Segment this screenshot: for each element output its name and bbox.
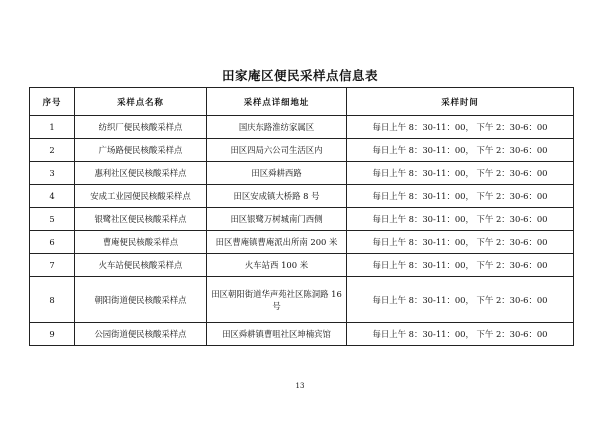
cell-no: 5 [30,208,75,231]
table-row [30,208,574,231]
cell-address: 田区曹庵镇曹庵派出所南 200 米 [207,231,347,254]
header-name: 采样点名称 [75,88,207,116]
table-row [30,277,574,323]
cell-address: 田区朝阳街道华声苑社区陈洞路 16 号 [207,277,347,323]
cell-no: 6 [30,231,75,254]
cell-address: 田区舜耕镇曹咀社区坤楠宾馆 [207,323,347,346]
cell-time: 每日上午 8：30-11：00， 下午 2：30-6：00 [347,231,574,254]
cell-address: 国庆东路淮纺家属区 [207,116,347,139]
cell-name: 银鹭社区便民核酸采样点 [75,208,207,231]
table-row [30,116,574,139]
header-no: 序号 [30,88,75,116]
cell-address: 田区安成镇大桥路 8 号 [207,185,347,208]
cell-time: 每日上午 8：30-11：00， 下午 2：30-6：00 [347,277,574,323]
cell-name: 曹庵便民核酸采样点 [75,231,207,254]
page-title: 田家庵区便民采样点信息表 [221,68,378,83]
table-row [30,185,574,208]
cell-no: 9 [30,323,75,346]
cell-no: 2 [30,139,75,162]
cell-name: 朝阳街道便民核酸采样点 [75,277,207,323]
table-row [30,323,574,346]
cell-time: 每日上午 8：30-11：00， 下午 2：30-6：00 [347,254,574,277]
cell-name: 纺织厂便民核酸采样点 [75,116,207,139]
cell-time: 每日上午 8：30-11：00， 下午 2：30-6：00 [347,162,574,185]
cell-name: 惠利社区便民核酸采样点 [75,162,207,185]
header-address: 采样点详细地址 [207,88,347,116]
sampling-point-table [29,87,574,346]
cell-address: 田区四局六公司生活区内 [207,139,347,162]
cell-time: 每日上午 8：30-11：00， 下午 2：30-6：00 [347,323,574,346]
cell-no: 1 [30,116,75,139]
cell-no: 7 [30,254,75,277]
cell-time: 每日上午 8：30-11：00， 下午 2：30-6：00 [347,116,574,139]
cell-name: 火车站便民核酸采样点 [75,254,207,277]
table-row [30,231,574,254]
cell-no: 4 [30,185,75,208]
table-row [30,162,574,185]
cell-time: 每日上午 8：30-11：00， 下午 2：30-6：00 [347,139,574,162]
table-header-row [30,88,574,116]
cell-address: 田区舜耕西路 [207,162,347,185]
cell-name: 安成工业园便民核酸采样点 [75,185,207,208]
table-row [30,139,574,162]
cell-address: 火车站西 100 米 [207,254,347,277]
cell-no: 3 [30,162,75,185]
header-time: 采样时间 [347,88,574,116]
cell-time: 每日上午 8：30-11：00， 下午 2：30-6：00 [347,185,574,208]
cell-address: 田区银鹭万树城南门西侧 [207,208,347,231]
cell-no: 8 [30,277,75,323]
cell-time: 每日上午 8：30-11：00， 下午 2：30-6：00 [347,208,574,231]
cell-name: 公园街道便民核酸采样点 [75,323,207,346]
cell-name: 广场路便民核酸采样点 [75,139,207,162]
page-number: 13 [295,382,305,390]
table-row [30,254,574,277]
